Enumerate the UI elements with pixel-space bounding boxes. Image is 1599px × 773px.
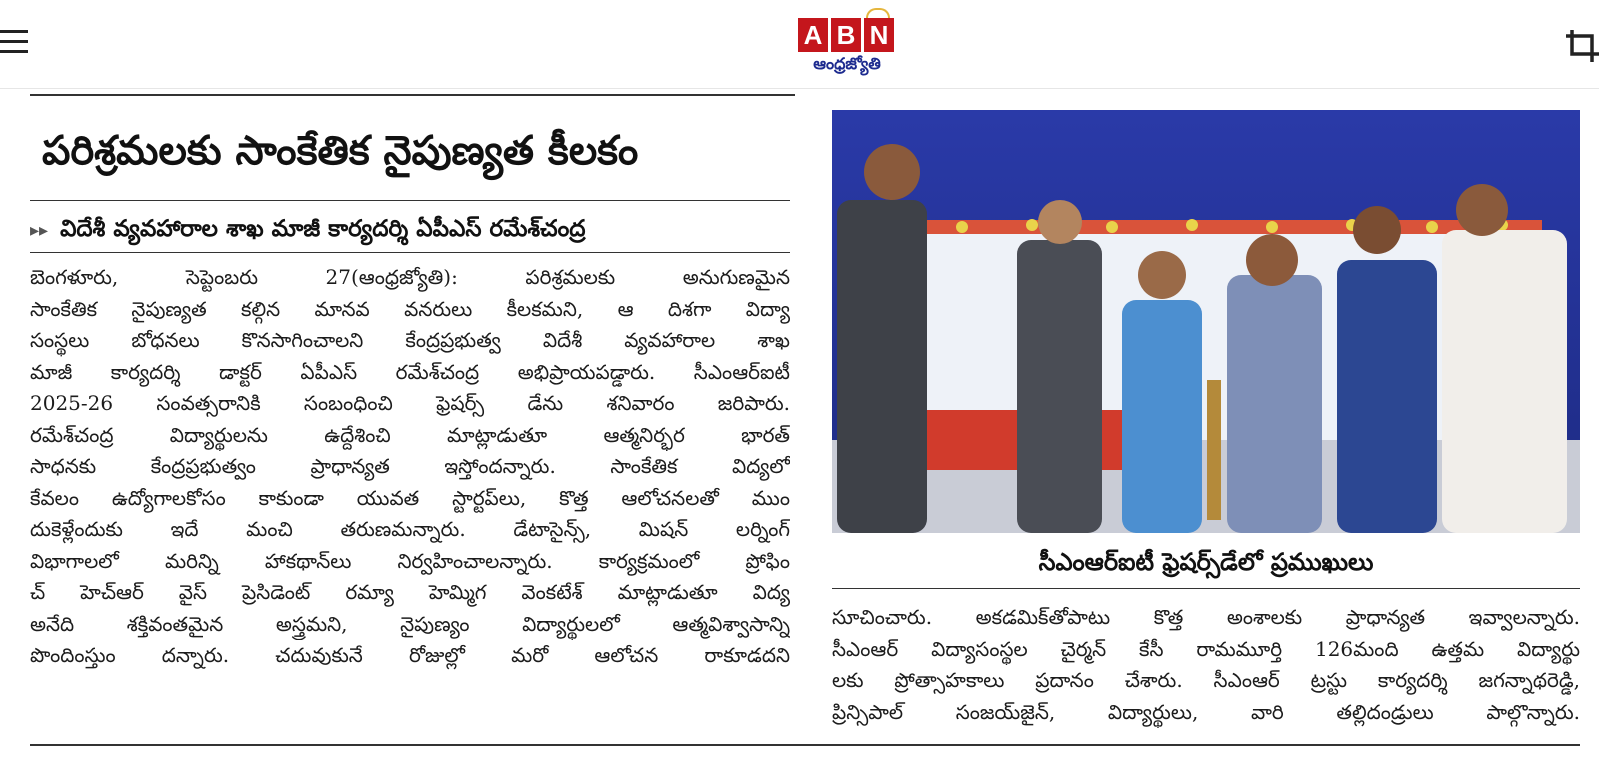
body-line: సూచించారు. అకడమిక్‌తోపాటు కొత్త అంశాలకు ప్రాధాన్యత ఇవ్వాలన్నారు.: [832, 605, 1580, 629]
event-photo: [832, 110, 1580, 533]
body-line: కేవలం ఉద్యోగాలకోసం కాకుండా యువత స్టార్టప్‌లు, కొత్త ఆలోచనలతో ముం: [30, 485, 790, 510]
article-headline: పరిశ్రమలకు సాంకేతిక నైపుణ్యత కీలకం: [42, 128, 639, 174]
body-line: దుకెళ్లేందుకు ఇదే మంచి తరుణమన్నారు. డేటాసైన్స్, మిషన్ లర్నింగ్: [30, 517, 790, 541]
top-bar: [0, 0, 1599, 89]
body-line: రమేశ్‌చంద్ర విద్యార్థులను ఉద్దేశించి మాట్లాడుతూ ఆత్మనిర్భర భారత్: [30, 422, 790, 447]
logo-letter-a: A: [798, 18, 828, 52]
headline-rule: [30, 200, 790, 201]
bottom-rule: [30, 744, 1580, 746]
body-line: 2025-26 సంవత్సరానికి సంబంధించి ఫ్రెషర్స్ డేను శనివారం జరిపారు.: [30, 391, 790, 415]
article-subheadline: [30, 216, 790, 248]
article-body-left: [30, 262, 790, 672]
logo-tagline: ఆంధ్రజ్యోతి: [813, 54, 881, 73]
body-line: సంస్థలు బోధనలు కొనసాగించాలని కేంద్రప్రభుత్వ విదేశీ వ్యవహారాల శాఖ: [30, 328, 790, 352]
body-line: పొందింస్తుం దన్నారు. చదువుకునే రోజుల్లో మరో ఆలోచన రాకూడదని: [30, 643, 790, 667]
body-line: సాంకేతిక నైపుణ్యత కల్గిన మానవ వనరులు కీలకమని, ఆ దిశగా విద్యా: [30, 296, 790, 321]
logo-letter-n: N: [864, 18, 894, 52]
top-rule-left: [30, 94, 795, 96]
body-line: మాజీ కార్యదర్శి డాక్టర్ ఏపీఎస్ రమేశ్‌చంద్ర అభిప్రాయపడ్డారు. సీఎంఆర్ఐటీ: [30, 359, 790, 384]
subheadline-rule: [30, 252, 790, 253]
hamburger-menu-icon[interactable]: [0, 30, 30, 58]
body-line: విభాగాలలో మరిన్ని హాకథాన్‌లు నిర్వహించాలన్నారు. కార్యక్రమంలో ప్రోఫిం: [30, 548, 790, 573]
body-line: లకు ప్రోత్సాహకాలు ప్రదానం చేశారు. సీఎంఆర్ ట్రస్టు కార్యదర్శి జగన్నాథరెడ్డి,: [832, 668, 1580, 692]
body-line: చ్ హెచ్‌ఆర్ వైస్ ప్రెసిడెంట్ రమ్యా హెమ్మిగ వెంకటేశ్ మాట్లాడుతూ విద్య: [30, 580, 790, 604]
body-line: అనేది శక్తివంతమైన అస్త్రమని, నైపుణ్యం విద్యార్థులలో ఆత్మవిశ్వాసాన్ని: [30, 611, 790, 636]
logo-letter-b: B: [831, 18, 861, 52]
subheadline-text: విదేశీ వ్యవహారాల శాఖ మాజీ కార్యదర్శి ఏపీఎస్ రమేశ్‌చంద్ర: [60, 216, 586, 242]
abn-andhrajyothy-logo[interactable]: [798, 8, 896, 80]
body-line: సీఎంఆర్ విద్యాసంస్థల చైర్మన్ కేసీ రామమూర్తి 126మంది ఉత్తమ విద్యార్థు: [832, 636, 1580, 661]
article-body-right: [832, 602, 1580, 728]
caption-rule: [832, 588, 1580, 589]
body-line: సాధనకు కేంద్రప్రభుత్వం ప్రాధాన్యత ఇస్తోందన్నారు. సాంకేతిక విద్యలో: [30, 454, 790, 478]
body-line: ప్రిన్సిపాల్ సంజయ్‌జైన్, విద్యార్థులు, వారి తల్లిదండ్రులు పాల్గొన్నారు.: [832, 699, 1580, 724]
body-line: బెంగళూరు, సెప్టెంబరు 27(ఆంధ్రజ్యోతి): పరిశ్రమలకు అనుగుణమైన: [30, 265, 790, 289]
crop-icon[interactable]: [1566, 26, 1599, 62]
double-chevron-icon: ▸▸: [30, 220, 49, 241]
photo-caption: సీఎంఆర్ఐటీ ఫ్రెషర్స్‌డేలో ప్రముఖులు: [1038, 548, 1374, 576]
